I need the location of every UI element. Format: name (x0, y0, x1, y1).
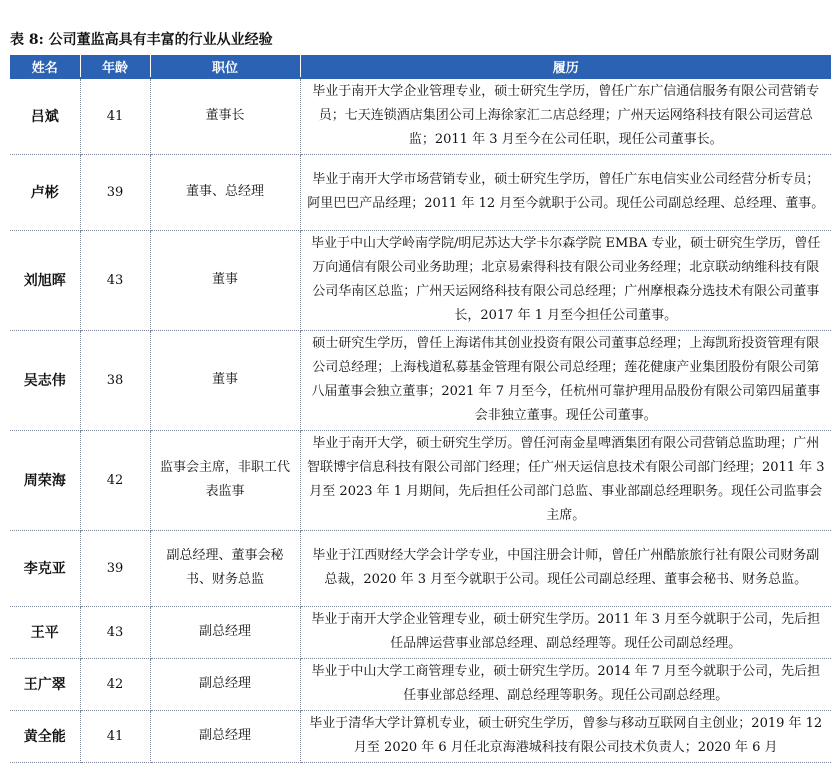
cell-age: 39 (80, 154, 150, 230)
cell-age: 43 (80, 230, 150, 330)
cell-position: 副总经理 (150, 606, 300, 658)
header-position: 职位 (150, 55, 300, 78)
header-resume: 履历 (300, 55, 831, 78)
cell-age: 41 (80, 78, 150, 154)
cell-name: 王平 (10, 606, 80, 658)
cell-name: 周荣海 (10, 430, 80, 530)
table-row (10, 710, 831, 762)
cell-position: 副总经理 (150, 658, 300, 710)
cell-resume: 毕业于清华大学计算机专业，硕士研究生学历，曾参与移动互联网自主创业；2019 年 12 月至 2020 年 6 月任北京海港城科技有限公司技术负责人；2020 年 6 月 (300, 710, 831, 762)
cell-resume: 毕业于南开大学市场营销专业，硕士研究生学历，曾任广东电信实业公司经营分析专员；阿里巴巴产品经理；2011 年 12 月至今就职于公司。现任公司副总经理、总经理、董事。 (300, 154, 831, 230)
cell-name: 刘旭晖 (10, 230, 80, 330)
cell-age: 41 (80, 710, 150, 762)
table-row (10, 606, 831, 658)
table-header-row (10, 55, 831, 78)
cell-position: 监事会主席，非职工代表监事 (150, 430, 300, 530)
cell-name: 李克亚 (10, 530, 80, 606)
cell-resume: 毕业于南开大学，硕士研究生学历。曾任河南金星啤酒集团有限公司营销总监助理；广州智联博宇信息科技有限公司部门经理；任广州天运信息技术有限公司部门经理；2011 年 3 月至 2023 年 1 月期间，先后担任公司部门总监、事业部副总经理职务。现任公司监事会主席。 (300, 430, 831, 530)
table-row (10, 530, 831, 606)
cell-resume: 毕业于中山大学岭南学院/明尼苏达大学卡尔森学院 EMBA 专业，硕士研究生学历，曾任万向通信有限公司业务助理；北京易索得科技有限公司业务经理；北京联动纳维科技有限公司华南区总监；广州天运网络科技有限公司总经理；广州摩根森分选技术有限公司董事长，2017 年 1 月至今担任公司董事。 (300, 230, 831, 330)
table-row (10, 230, 831, 330)
cell-resume: 毕业于南开大学企业管理专业，硕士研究生学历，曾任广东广信通信服务有限公司营销专员；七天连锁酒店集团公司上海徐家汇二店总经理；广州天运网络科技有限公司运营总监；2011 年 3 月至今在公司任职，现任公司董事长。 (300, 78, 831, 154)
cell-name: 黄全能 (10, 710, 80, 762)
table-caption: 表 8: 公司董监高具有丰富的行业从业经验 (10, 32, 273, 48)
cell-resume: 硕士研究生学历，曾任上海诺伟其创业投资有限公司董事总经理；上海凯珩投资管理有限公司总经理；上海栈道私募基金管理有限公司总经理；莲花健康产业集团股份有限公司第八届董事会独立董事；2021 年 7 月至今，任杭州可靠护理用品股份有限公司第四届董事会非独立董事。现任公司董事。 (300, 330, 831, 430)
table-row (10, 430, 831, 530)
cell-resume: 毕业于江西财经大学会计学专业，中国注册会计师，曾任广州酷旅旅行社有限公司财务副总裁，2020 年 3 月至今就职于公司。现任公司副总经理、董事会秘书、财务总监。 (300, 530, 831, 606)
cell-position: 副总经理 (150, 710, 300, 762)
cell-position: 董事、总经理 (150, 154, 300, 230)
table-row (10, 330, 831, 430)
cell-age: 42 (80, 658, 150, 710)
cell-position: 副总经理、董事会秘书、财务总监 (150, 530, 300, 606)
table-row (10, 78, 831, 154)
cell-age: 39 (80, 530, 150, 606)
header-age: 年龄 (80, 55, 150, 78)
cell-age: 43 (80, 606, 150, 658)
cell-resume: 毕业于南开大学企业管理专业，硕士研究生学历。2011 年 3 月至今就职于公司，先后担任品牌运营事业部总经理、副总经理等。现任公司副总经理。 (300, 606, 831, 658)
cell-position: 董事长 (150, 78, 300, 154)
cell-position: 董事 (150, 230, 300, 330)
cell-name: 卢彬 (10, 154, 80, 230)
table-row (10, 154, 831, 230)
header-name: 姓名 (10, 55, 80, 78)
cell-age: 42 (80, 430, 150, 530)
table-row (10, 658, 831, 710)
cell-position: 董事 (150, 330, 300, 430)
cell-name: 吴志伟 (10, 330, 80, 430)
cell-resume: 毕业于中山大学工商管理专业，硕士研究生学历。2014 年 7 月至今就职于公司，先后担任事业部总经理、副总经理等职务。现任公司副总经理。 (300, 658, 831, 710)
cell-name: 吕斌 (10, 78, 80, 154)
cell-age: 38 (80, 330, 150, 430)
executives-table (10, 55, 831, 763)
cell-name: 王广翠 (10, 658, 80, 710)
